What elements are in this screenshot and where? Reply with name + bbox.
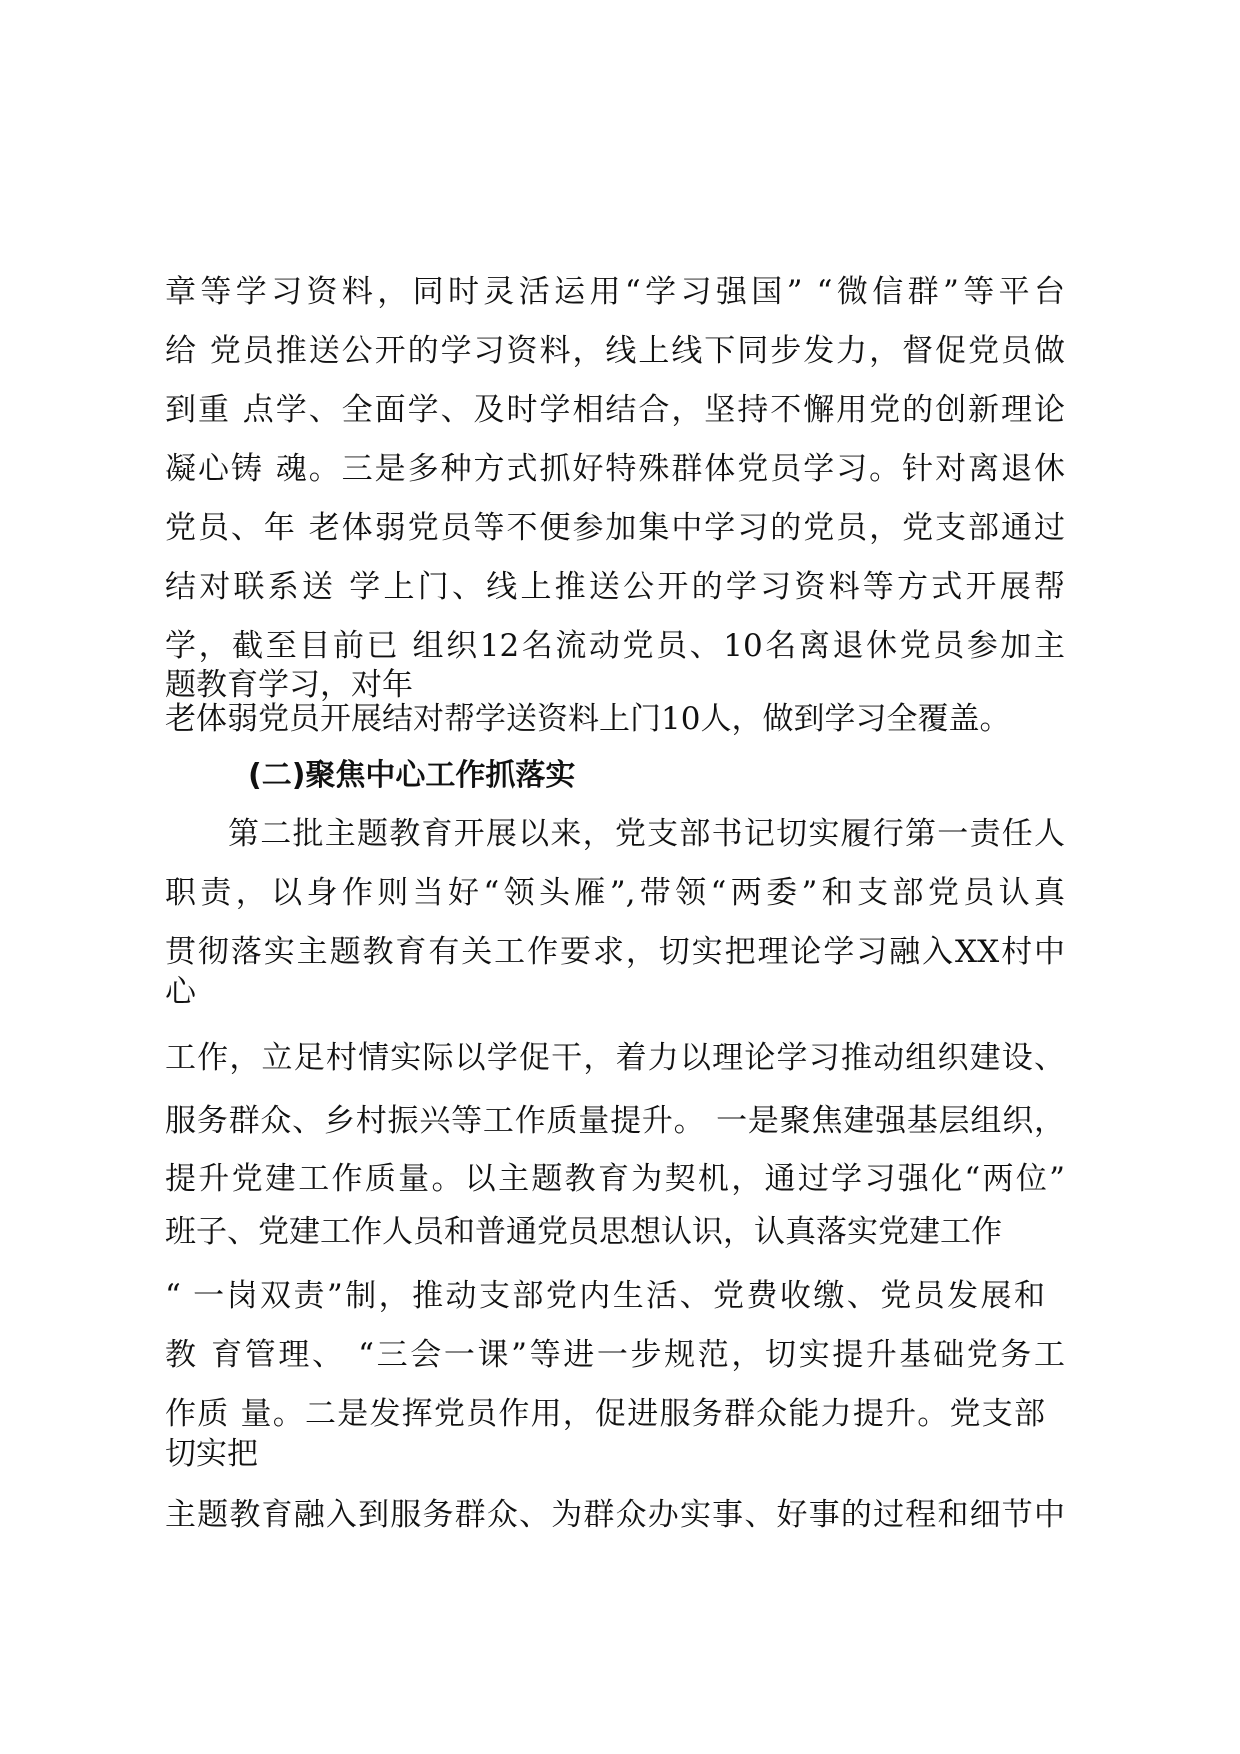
body-text-line: 章等学习资料，同时灵活运用“学习强国” “微信群”等平台 xyxy=(165,274,1065,310)
body-text-line: 学，截至目前已 组织12名流动党员、10名离退休党员参加主 xyxy=(165,628,1065,664)
paragraph-first-line: 第二批主题教育开展以来，党支部书记切实履行第一责任人 xyxy=(228,816,1065,852)
body-text-line: “ 一岗双责”制，推动支部党内生活、党费收缴、党员发展和 xyxy=(165,1278,1045,1314)
body-text-line: 凝心铸 魂。三是多种方式抓好特殊群体党员学习。针对离退休 xyxy=(165,451,1065,487)
body-text-line: 贯彻落实主题教育有关工作要求，切实把理论学习融入XX村中 xyxy=(165,934,1065,970)
body-text-line: 老体弱党员开展结对帮学送资料上门10人，做到学习全覆盖。 xyxy=(165,701,1011,737)
body-text-line: 给 党员推送公开的学习资料，线上线下同步发力，督促党员做 xyxy=(165,333,1065,369)
body-text-line: 工作，立足村情实际以学促干，着力以理论学习推动组织建设、 xyxy=(165,1040,1065,1076)
body-text-line: 提升党建工作质量。以主题教育为契机，通过学习强化“两位” xyxy=(165,1161,1065,1197)
body-text-line: 切实把 xyxy=(165,1436,258,1472)
body-text-line: 教 育管理、 “三会一课”等进一步规范，切实提升基础党务工 xyxy=(165,1337,1065,1373)
body-text-line: 主题教育融入到服务群众、为群众办实事、好事的过程和细节中 xyxy=(165,1497,1065,1533)
body-text-line: 党员、年 老体弱党员等不便参加集中学习的党员，党支部通过 xyxy=(165,510,1065,546)
body-text-line: 结对联系送 学上门、线上推送公开的学习资料等方式开展帮 xyxy=(165,569,1065,605)
body-text-line: 服务群众、乡村振兴等工作质量提升。 一是聚焦建强基层组织， xyxy=(165,1103,1065,1139)
body-text-line: 到重 点学、全面学、及时学相结合，坚持不懈用党的创新理论 xyxy=(165,392,1065,428)
body-text-line: 题教育学习，对年 xyxy=(165,667,413,703)
body-text-line: 职责，以身作则当好“领头雁”,带领“两委”和支部党员认真 xyxy=(165,875,1065,911)
body-text-line: 班子、党建工作人员和普通党员思想认识，认真落实党建工作 xyxy=(165,1214,1002,1250)
body-text-line: 心 xyxy=(165,974,196,1010)
section-heading: (二)聚焦中心工作抓落实 xyxy=(248,758,576,793)
body-text-line: 作质 量。二是发挥党员作用，促进服务群众能力提升。党支部 xyxy=(165,1396,1045,1432)
